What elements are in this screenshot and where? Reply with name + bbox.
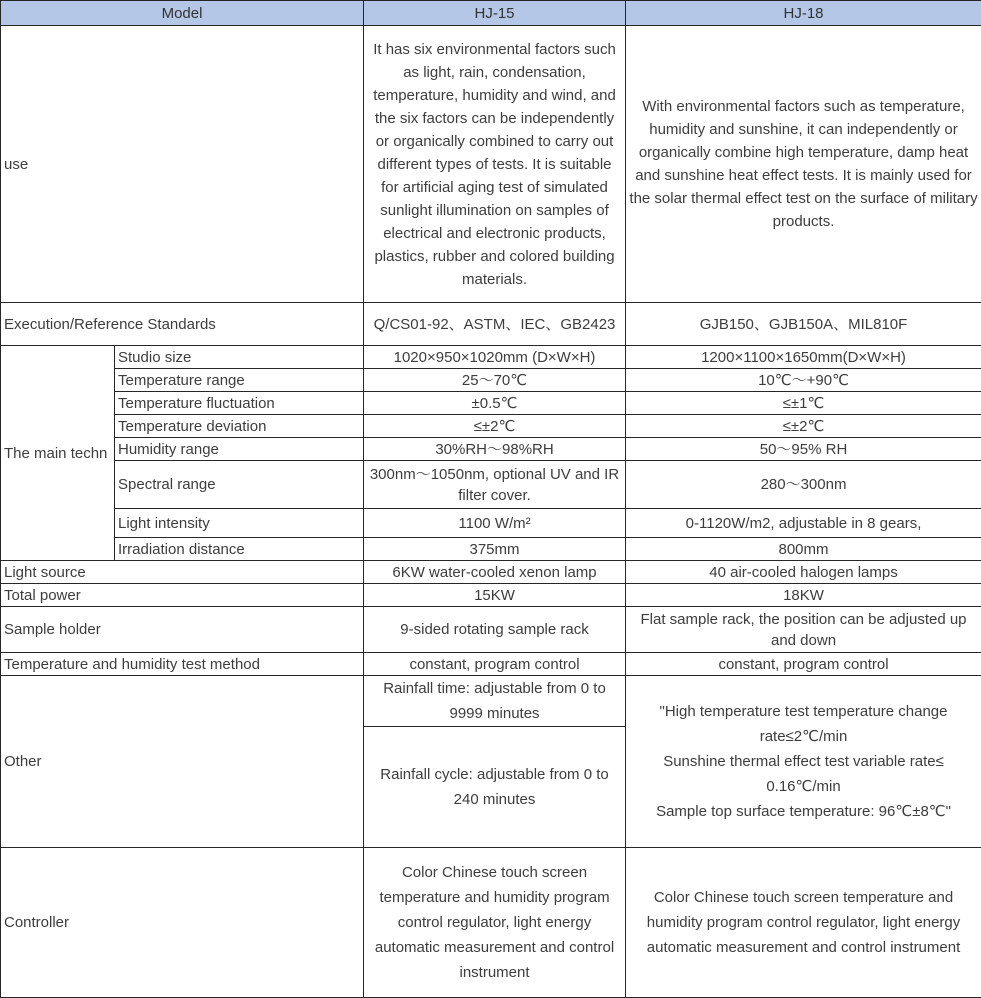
- irradiation-distance-row: [1, 538, 981, 561]
- other-hj18-line2: Sunshine thermal effect test variable rate≤ 0.16℃/min: [629, 749, 978, 799]
- test-method-hj18: constant, program control: [626, 653, 981, 676]
- other-rain-time-hj15: Rainfall time: adjustable from 0 to 9999 minutes: [364, 676, 626, 727]
- spectral-range-row: [1, 461, 981, 509]
- humidity-range-row: [1, 438, 981, 461]
- temp-deviation-row: [1, 415, 981, 438]
- temp-range-row: [1, 369, 981, 392]
- irradiation-distance-label: Irradiation distance: [115, 538, 364, 561]
- studio-size-row: [1, 346, 981, 369]
- studio-size-hj15: 1020×950×1020mm (D×W×H): [364, 346, 626, 369]
- light-source-row: [1, 561, 981, 584]
- temp-range-label: Temperature range: [115, 369, 364, 392]
- irradiation-distance-hj15: 375mm: [364, 538, 626, 561]
- humidity-range-hj18: 50～95% RH: [626, 438, 981, 461]
- header-hj15: HJ-15: [364, 1, 626, 26]
- spectral-range-hj18: 280～300nm: [626, 461, 981, 509]
- spectral-range-hj15: 300nm～1050nm, optional UV and IR filter cover.: [364, 461, 626, 509]
- light-intensity-label: Light intensity: [115, 509, 364, 538]
- light-source-hj15: 6KW water-cooled xenon lamp: [364, 561, 626, 584]
- studio-size-hj18: 1200×1100×1650mm(D×W×H): [626, 346, 981, 369]
- standards-row: [1, 303, 981, 346]
- other-label: Other: [1, 676, 364, 848]
- temp-deviation-hj15: ≤±2℃: [364, 415, 626, 438]
- light-source-hj18: 40 air-cooled halogen lamps: [626, 561, 981, 584]
- light-intensity-row: [1, 509, 981, 538]
- header-hj18: HJ-18: [626, 1, 981, 26]
- standards-hj15: Q/CS01-92、ASTM、IEC、GB2423: [364, 303, 626, 346]
- use-hj18: With environmental factors such as temperature, humidity and sunshine, it can independently or organically combine high temperature, damp heat and sunshine heat effect tests. It is mainly used for the solar thermal effect test on the surface of military products.: [626, 26, 981, 303]
- controller-label: Controller: [1, 848, 364, 998]
- test-method-label: Temperature and humidity test method: [1, 653, 364, 676]
- other-hj18-line3: Sample top surface temperature: 96℃±8℃": [629, 799, 978, 824]
- header-row: [1, 1, 981, 26]
- controller-row: [1, 848, 981, 998]
- temp-fluctuation-row: [1, 392, 981, 415]
- standards-label: Execution/Reference Standards: [1, 303, 364, 346]
- temp-deviation-hj18: ≤±2℃: [626, 415, 981, 438]
- sample-holder-hj18: Flat sample rack, the position can be adjusted up and down: [626, 607, 981, 653]
- light-intensity-hj18: 0-1120W/m2, adjustable in 8 gears,: [626, 509, 981, 538]
- temp-fluctuation-label: Temperature fluctuation: [115, 392, 364, 415]
- spectral-range-label: Spectral range: [115, 461, 364, 509]
- total-power-hj15: 15KW: [364, 584, 626, 607]
- light-intensity-hj15: 1100 W/m²: [364, 509, 626, 538]
- standards-hj18: GJB150、GJB150A、MIL810F: [626, 303, 981, 346]
- light-source-label: Light source: [1, 561, 364, 584]
- use-hj15: It has six environmental factors such as light, rain, condensation, temperature, humidity and wind, and the six factors can be independently or organically combined to carry out different types of tests. It is suitable for artificial aging test of simulated sunlight illumination on samples of electrical and electronic products, plastics, rubber and colored building materials.: [364, 26, 626, 303]
- temp-range-hj15: 25～70℃: [364, 369, 626, 392]
- humidity-range-label: Humidity range: [115, 438, 364, 461]
- main-tech-label: The main techn: [1, 346, 115, 561]
- temp-range-hj18: 10℃～+90℃: [626, 369, 981, 392]
- temp-deviation-label: Temperature deviation: [115, 415, 364, 438]
- controller-hj18: Color Chinese touch screen temperature and humidity program control regulator, light energy automatic measurement and control instrument: [626, 848, 981, 998]
- other-hj18-line1: "High temperature test temperature change rate≤2℃/min: [629, 699, 978, 749]
- other-row-top: [1, 676, 981, 727]
- total-power-row: [1, 584, 981, 607]
- temp-fluctuation-hj18: ≤±1℃: [626, 392, 981, 415]
- sample-holder-hj15: 9-sided rotating sample rack: [364, 607, 626, 653]
- sample-holder-row: [1, 607, 981, 653]
- header-model: Model: [1, 1, 364, 26]
- use-label: use: [1, 26, 364, 303]
- other-hj18: [626, 676, 981, 848]
- total-power-label: Total power: [1, 584, 364, 607]
- studio-size-label: Studio size: [115, 346, 364, 369]
- temp-fluctuation-hj15: ±0.5℃: [364, 392, 626, 415]
- sample-holder-label: Sample holder: [1, 607, 364, 653]
- test-method-row: [1, 653, 981, 676]
- humidity-range-hj15: 30%RH～98%RH: [364, 438, 626, 461]
- controller-hj15: Color Chinese touch screen temperature and humidity program control regulator, light energy automatic measurement and control instrument: [364, 848, 626, 998]
- use-row: [1, 26, 981, 303]
- total-power-hj18: 18KW: [626, 584, 981, 607]
- test-method-hj15: constant, program control: [364, 653, 626, 676]
- irradiation-distance-hj18: 800mm: [626, 538, 981, 561]
- other-rain-cycle-hj15: Rainfall cycle: adjustable from 0 to 240 minutes: [364, 727, 626, 848]
